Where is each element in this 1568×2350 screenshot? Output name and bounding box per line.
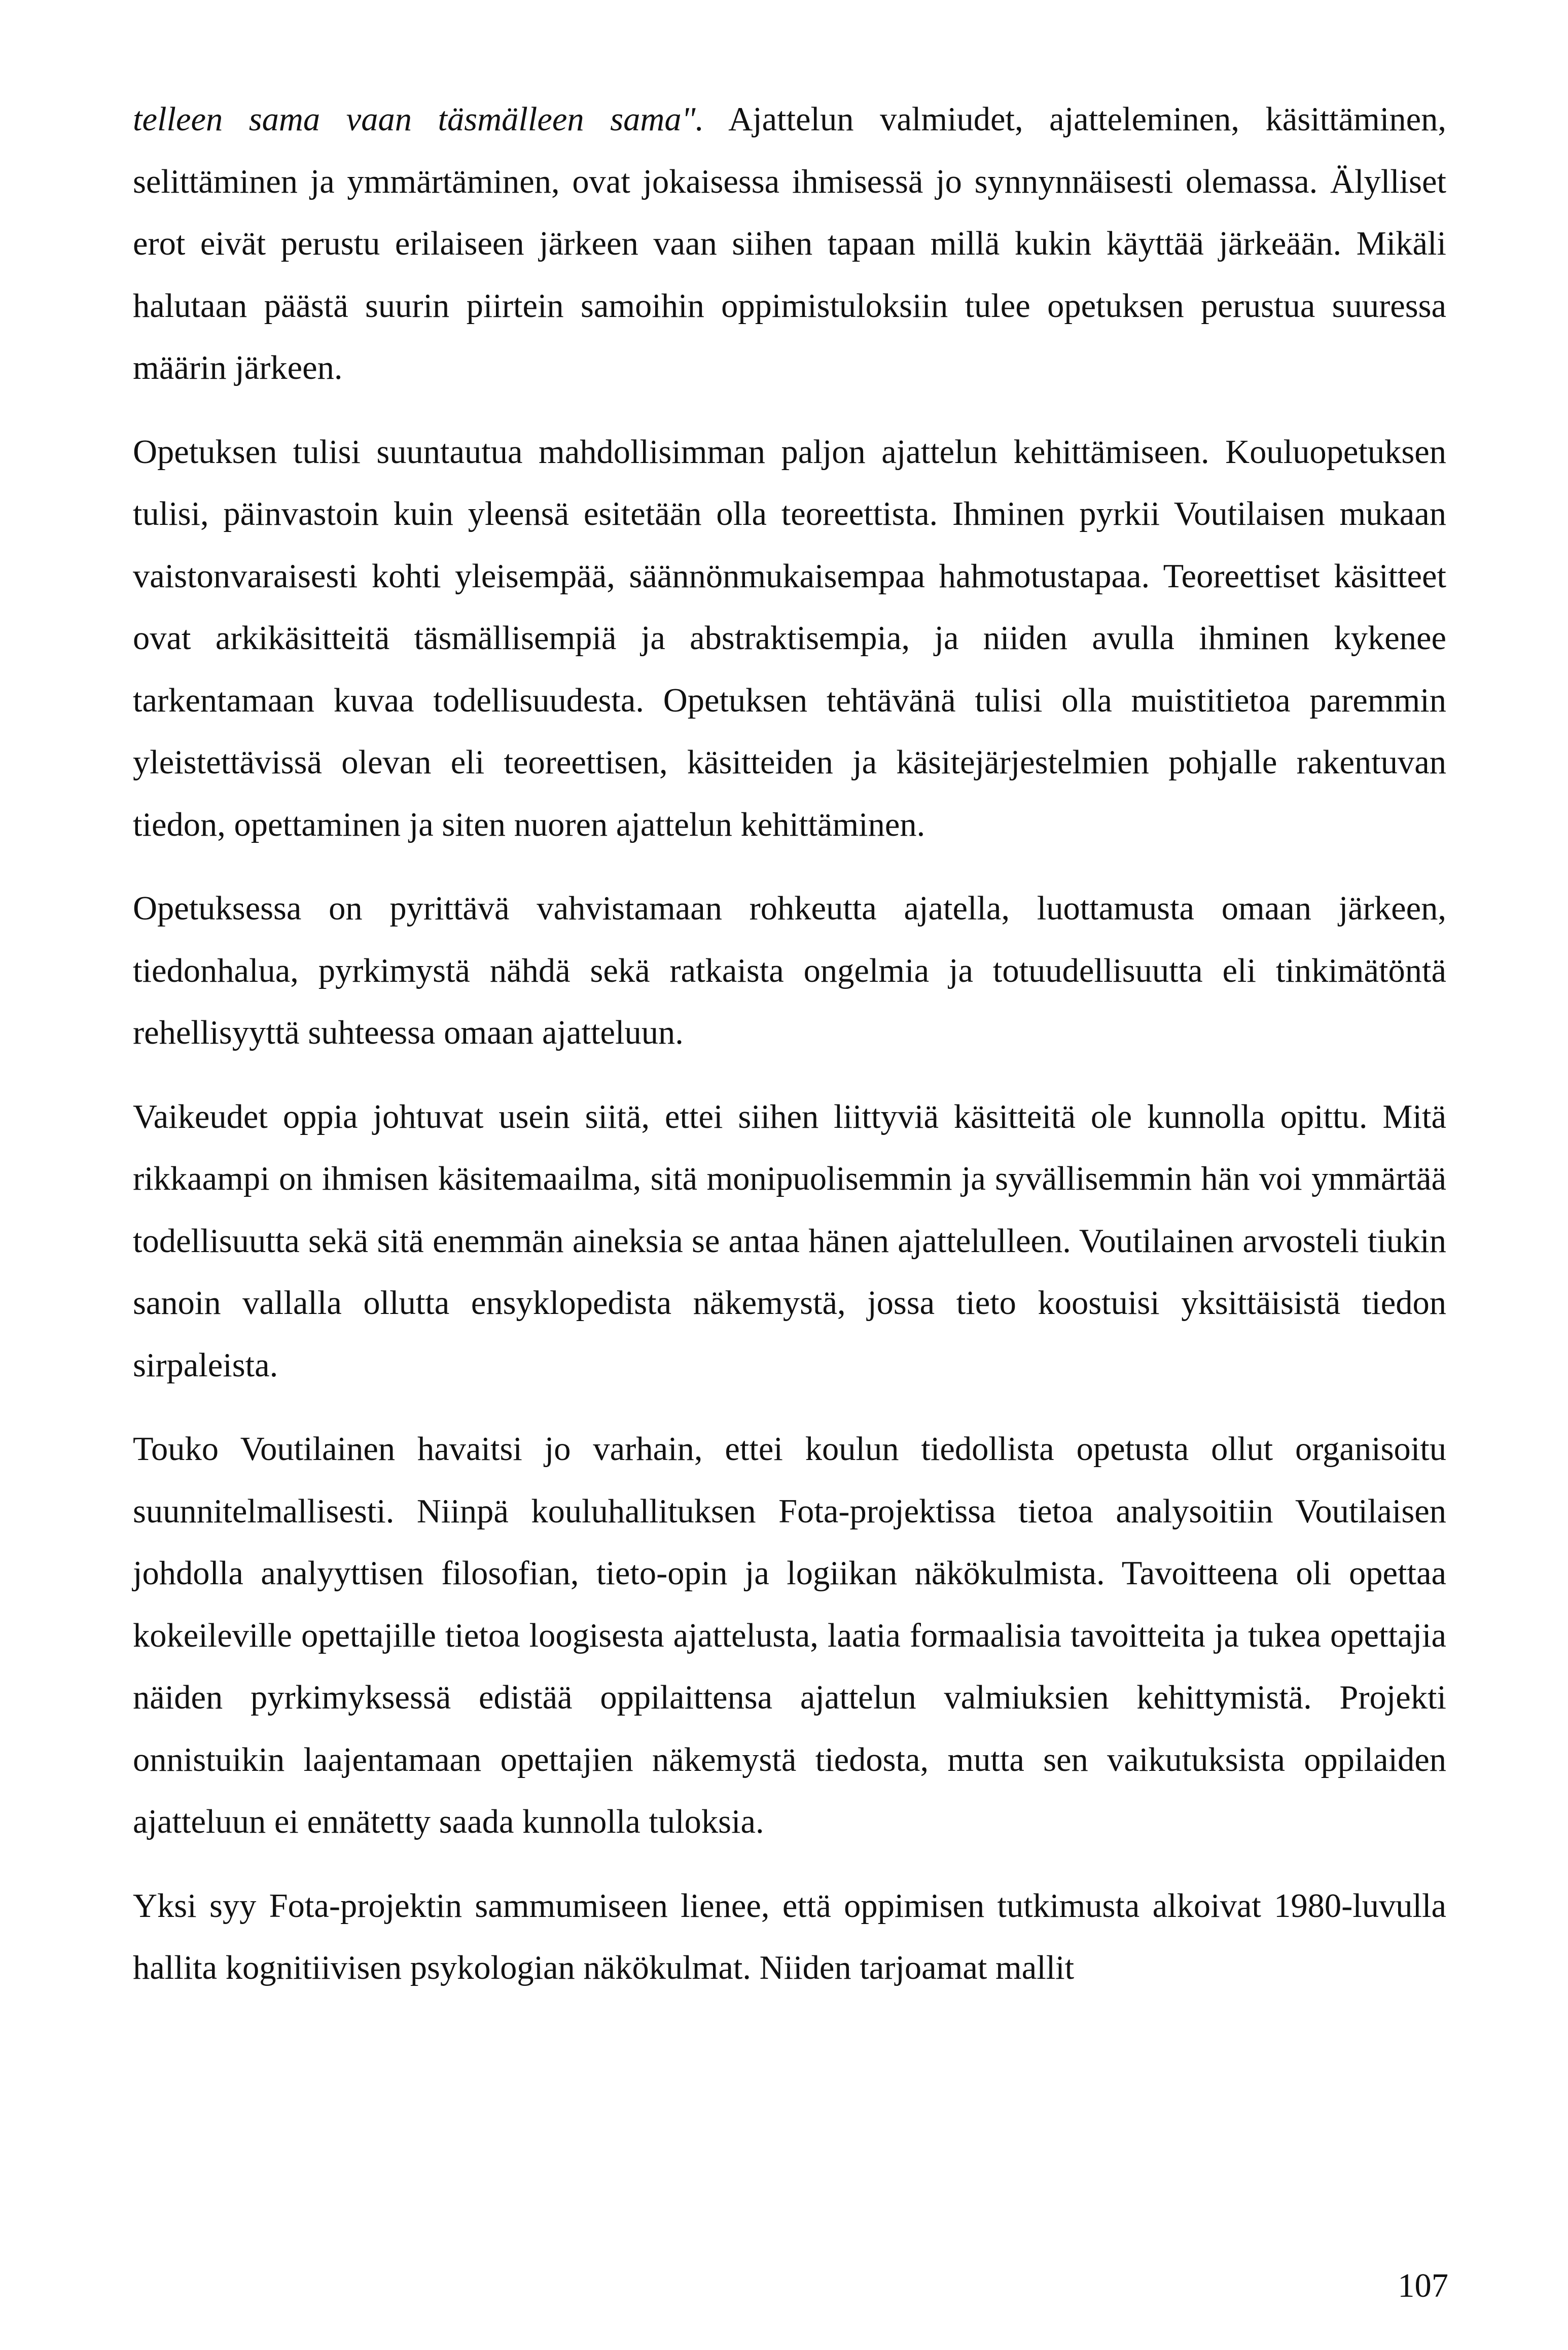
page-body	[133, 89, 1446, 2000]
italic-quote-end: telleen sama vaan täsmälleen sama".	[133, 101, 704, 138]
paragraph-1-text: Ajattelun valmiudet, ajatteleminen, käsittäminen, selittäminen ja ymmärtäminen, ovat jokaisessa ihmisessä jo synnynnäisesti olemassa. Älylliset erot eivät perustu erilaiseen järkeen vaan siihen tapaan millä kukin käyttää järkeään. Mikäli halutaan päästä suurin piirtein samoihin oppimistuloksiin tulee opetuksen perustua suuressa määrin järkeen.	[133, 101, 1446, 386]
paragraph-1	[133, 89, 1446, 400]
paragraph-6: Yksi syy Fota-projektin sammumiseen lienee, että oppimisen tutkimusta alkoivat 1980-luvulla hallita kognitiivisen psykologian näkökulmat. Niiden tarjoamat mallit	[133, 1887, 1446, 1986]
paragraph-4: Vaikeudet oppia johtuvat usein siitä, ettei siihen liittyviä käsitteitä ole kunnolla opittu. Mitä rikkaampi on ihmisen käsitemaailma, sitä monipuolisemmin ja syvällisemmin hän voi ymmärtää todellisuutta sekä sitä enemmän aineksia se antaa hänen ajattelulleen. Voutilainen arvosteli tiukin sanoin vallalla ollutta ensyklopedista näkemystä, jossa tieto koostuisi yksittäisistä tiedon sirpaleista.	[133, 1098, 1446, 1384]
paragraph-5: Touko Voutilainen havaitsi jo varhain, ettei koulun tiedollista opetusta ollut organisoitu suunnitelmallisesti. Niinpä kouluhallituksen Fota-projektissa tietoa analysoitiin Voutilaisen johdolla analyyttisen filosofian, tieto-opin ja logiikan näkökulmista. Tavoitteena oli opettaa kokeileville opettajille tietoa loogisesta ajattelusta, laatia formaalisia tavoitteita ja tukea opettajia näiden pyrkimyksessä edistää oppilaittensa ajattelun valmiuksien kehittymistä. Projekti onnistuikin laajentamaan opettajien näkemystä tiedosta, mutta sen vaikutuksista oppilaiden ajatteluun ei ennätetty saada kunnolla tuloksia.	[133, 1431, 1446, 1840]
paragraph-2: Opetuksen tulisi suuntautua mahdollisimman paljon ajattelun kehittämiseen. Kouluopetuksen tulisi, päinvastoin kuin yleensä esitetään olla teoreettista. Ihminen pyrkii Voutilaisen mukaan vaistonvaraisesti kohti yleisempää, säännönmukaisempaa hahmotustapaa. Teoreettiset käsitteet ovat arkikäsitteitä täsmällisempiä ja abstraktisempia, ja niiden avulla ihminen kykenee tarkentamaan kuvaa todellisuudesta. Opetuksen tehtävänä tulisi olla muistitietoa paremmin yleistettävissä olevan eli teoreettisen, käsitteiden ja käsitejärjestelmien pohjalle rakentuvan tiedon, opettaminen ja siten nuoren ajattelun kehittäminen.	[133, 433, 1446, 843]
paragraph-3: Opetuksessa on pyrittävä vahvistamaan rohkeutta ajatella, luottamusta omaan järkeen, tiedonhalua, pyrkimystä nähdä sekä ratkaista ongelmia ja totuudellisuutta eli tinkimätöntä rehellisyyttä suhteessa omaan ajatteluun.	[133, 890, 1446, 1051]
page-number: 107	[1398, 2267, 1448, 2304]
